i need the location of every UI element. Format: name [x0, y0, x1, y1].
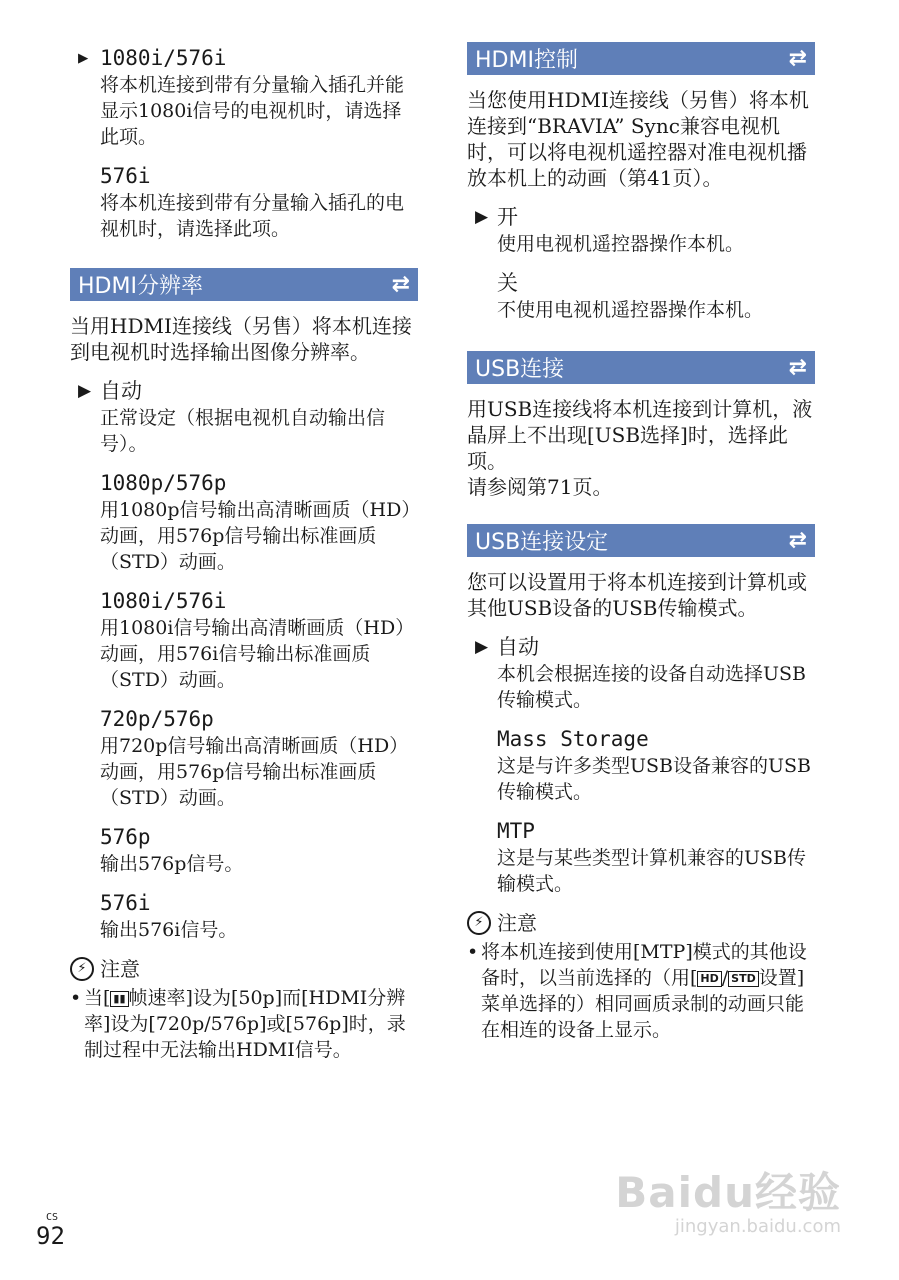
watermark [615, 1160, 841, 1237]
page-reference: 请参阅第71页。 [467, 475, 613, 499]
note-heading: ⚡ 注意 [467, 909, 815, 937]
swap-arrows-icon: ⇄ [788, 355, 807, 380]
selected-arrow-icon: ▶ [78, 381, 92, 401]
option-576i-top [70, 162, 418, 242]
option-title: ▶ 1080i/576i [78, 46, 227, 70]
option-text: 用1080i信号输出高清晰画质（HD）动画，用576i信号输出标准画质（STD）动画。 [100, 617, 415, 691]
option-1080i-576i [70, 587, 418, 693]
option-auto [70, 377, 418, 457]
option-1080p-576p [70, 469, 418, 575]
option-text: 不使用电视机遥控器操作本机。 [497, 299, 764, 321]
option-text: 正常设定（根据电视机自动输出信号）。 [100, 407, 386, 455]
page-number-value: 92 [36, 1222, 65, 1250]
page-number [36, 1212, 65, 1249]
hd-quality-icon: HD [697, 971, 721, 987]
option-title: 720p/576p [100, 707, 214, 731]
option-auto [467, 633, 815, 713]
option-title: 576i [100, 891, 151, 915]
hdmi-control-options [467, 203, 815, 323]
film-icon: ▮▮ [110, 991, 128, 1007]
watermark-logo: Baidu经验 [615, 1168, 841, 1217]
option-title: 576i [100, 164, 151, 188]
option-1080i-576i-top [70, 44, 418, 150]
option-title: MTP [497, 819, 535, 843]
section-description: 您可以设置用于将本机连接到计算机或其他USB设备的USB传输模式。 [467, 570, 807, 620]
option-text: 将本机连接到带有分量输入插孔并能显示1080i信号的电视机时，请选择此项。 [100, 74, 405, 148]
option-text: 用1080p信号输出高清晰画质（HD）动画，用576p信号输出标准画质（STD）动画。 [100, 499, 411, 573]
section-header-usb-settings [467, 524, 815, 557]
selected-arrow-icon: ▶ [475, 637, 489, 657]
option-title: 576p [100, 825, 151, 849]
option-720p-576p [70, 705, 418, 811]
lightning-icon: ⚡ [467, 911, 491, 935]
option-text: 输出576p信号。 [100, 853, 244, 875]
hdmi-resolution-options [70, 377, 418, 943]
option-text: 这是与某些类型计算机兼容的USB传输模式。 [497, 847, 806, 895]
note-left [70, 955, 418, 1063]
option-text: 用720p信号输出高清晰画质（HD）动画，用576p信号输出标准画质（STD）动画。 [100, 735, 409, 809]
option-title: 1080i/576i [100, 589, 227, 613]
section-description: 当用HDMI连接线（另售）将本机连接到电视机时选择输出图像分辨率。 [70, 314, 412, 364]
section-title: HDMI控制 [475, 48, 578, 73]
option-text: 这是与许多类型USB设备兼容的USB传输模式。 [497, 755, 811, 803]
note-item: • 当[ ▮▮ 帧速率]设为[50p]而[HDMI分辨率]设为[720p/576p]或[576p]时，录制过程中无法输出HDMI信号。 [70, 987, 406, 1061]
std-quality-icon: STD [728, 971, 759, 987]
option-mass-storage [467, 725, 815, 805]
section-header-hdmi-resolution [70, 268, 418, 301]
option-title: ▶ 自动 [78, 379, 142, 403]
option-title: 1080p/576p [100, 471, 227, 495]
lightning-icon: ⚡ [70, 957, 94, 981]
option-title: ▶ 开 [475, 205, 518, 229]
section-description: 当您使用HDMI连接线（另售）将本机连接到“BRAVIA” Sync兼容电视机时，可以将电视机遥控器对准电视机播放本机上的动画（第41页）。 [467, 88, 809, 190]
option-576i [70, 889, 418, 943]
selected-arrow-icon: ▶ [475, 207, 489, 227]
option-text: 使用电视机遥控器操作本机。 [497, 233, 745, 255]
option-title: ▶ 自动 [475, 635, 539, 659]
top-options [70, 44, 418, 242]
option-on [467, 203, 815, 257]
option-text: 本机会根据连接的设备自动选择USB传输模式。 [497, 663, 806, 711]
option-576p [70, 823, 418, 877]
selected-arrow-icon: ▶ [78, 48, 89, 68]
right-column [467, 42, 815, 1043]
section-header-usb-connect [467, 351, 815, 384]
option-off [467, 269, 815, 323]
option-text: 输出576i信号。 [100, 919, 238, 941]
note-heading: ⚡ 注意 [70, 955, 418, 983]
usb-settings-options [467, 633, 815, 897]
section-description: 用USB连接线将本机连接到计算机，液晶屏上不出现[USB选择]时，选择此项。 [467, 397, 813, 473]
section-title: HDMI分辨率 [78, 274, 203, 299]
section-title: USB连接 [475, 357, 565, 382]
option-title: 关 [497, 271, 518, 295]
language-code: CS [46, 1212, 59, 1223]
swap-arrows-icon: ⇄ [788, 528, 807, 553]
watermark-url: jingyan.baidu.com [674, 1216, 841, 1237]
left-column [70, 44, 418, 1063]
section-header-hdmi-control [467, 42, 815, 75]
swap-arrows-icon: ⇄ [391, 272, 410, 297]
option-title: Mass Storage [497, 727, 649, 751]
option-text: 将本机连接到带有分量输入插孔的电视机时，请选择此项。 [100, 192, 405, 240]
option-mtp [467, 817, 815, 897]
swap-arrows-icon: ⇄ [788, 46, 807, 71]
note-item: • 将本机连接到使用[MTP]模式的其他设备时，以当前选择的（用[ HD / STD 设置]菜单选择的）相同画质录制的动画只能在相连的设备上显示。 [467, 941, 807, 1041]
section-title: USB连接设定 [475, 530, 609, 555]
note-right [467, 909, 815, 1043]
